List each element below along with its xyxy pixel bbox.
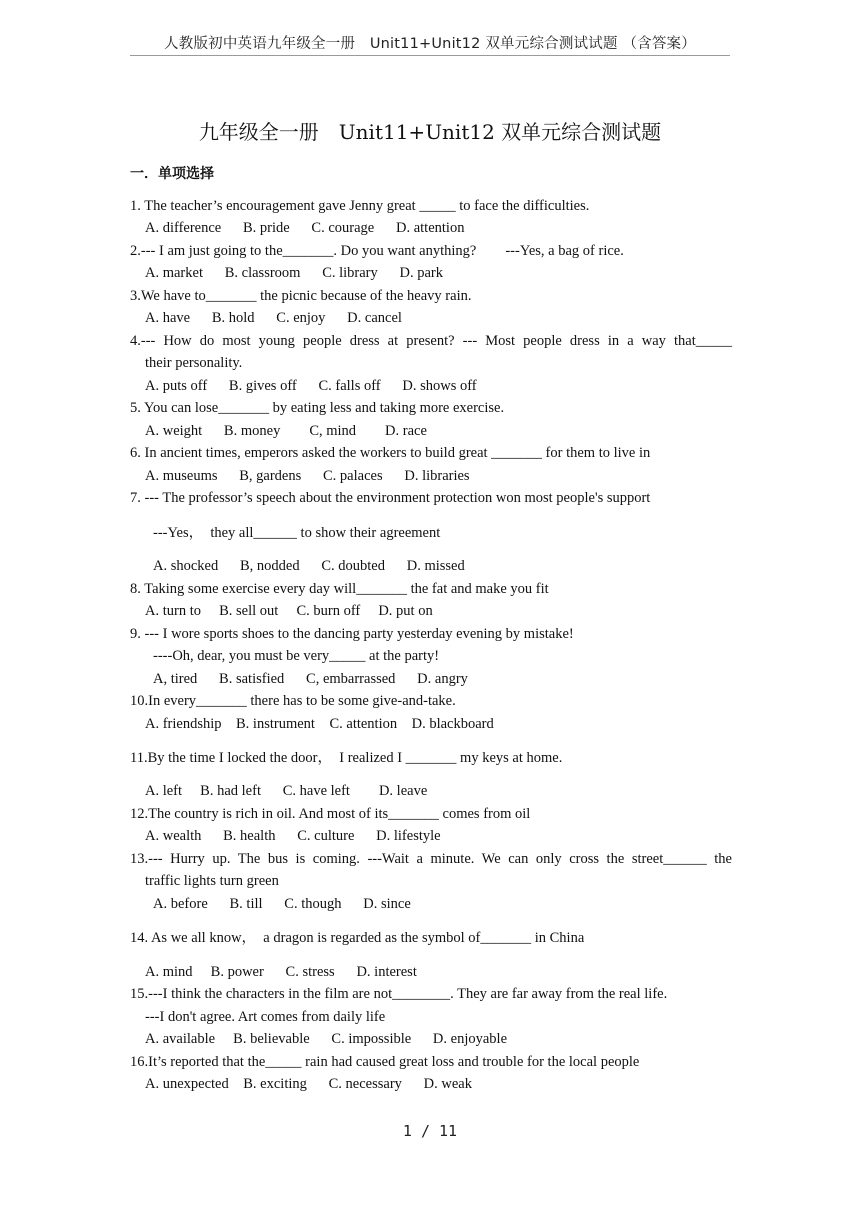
question-stem-continued: ---Yes， they all______ to show their agreement [153,525,441,541]
question-stem: 6. In ancient times, emperors asked the workers to build great _______ for them to live in [130,445,651,461]
header-divider [130,55,730,56]
page-header: 人教版初中英语九年级全一册 Unit11+Unit12 双单元综合测试试题 （含答案） [164,36,696,52]
question-stem: 15.---I think the characters in the film are not________. They are far away from the real life. [130,986,668,1002]
page-title: 九年级全一册 Unit11+Unit12 双单元综合测试题 [198,120,662,144]
question-stem: 14. As we all know， a dragon is regarded as the symbol of_______ in China [130,930,585,946]
question-options: A. market B. classroom C. library D. park [145,265,444,281]
question-options: A. mind B. power C. stress D. interest [145,964,417,980]
question-stem: 9. --- I wore sports shoes to the dancing party yesterday evening by mistake! [130,626,574,642]
question-stem: 4.--- How do most young people dress at present? --- Most people dress in a way that_____ [130,333,732,349]
question-stem-continued: ---I don't agree. Art comes from daily life [145,1009,386,1025]
question-options: A. have B. hold C. enjoy D. cancel [145,310,402,326]
question-stem-continued: traffic lights turn green [145,873,279,889]
question-options: A. wealth B. health C. culture D. lifestyle [145,828,441,844]
question-options: A. museums B, gardens C. palaces D. libraries [145,468,470,484]
question-stem: 5. You can lose_______ by eating less and taking more exercise. [130,400,505,416]
question-options: A. friendship B. instrument C. attention D. blackboard [145,716,494,732]
question-options: A. weight B. money C, mind D. race [145,423,427,439]
question-stem: 13.--- Hurry up. The bus is coming. ---Wait a minute. We can only cross the street______ the [130,851,732,867]
question-stem: 16.It’s reported that the_____ rain had caused great loss and trouble for the local people [130,1054,640,1070]
question-options: A. puts off B. gives off C. falls off D. shows off [145,378,477,394]
question-stem: 7. --- The professor’s speech about the environment protection won most people's support [130,490,651,506]
question-stem: 1. The teacher’s encouragement gave Jenny great _____ to face the difficulties. [130,198,590,214]
question-options: A, tired B. satisfied C, embarrassed D. angry [153,671,468,687]
question-stem: 8. Taking some exercise every day will_______ the fat and make you fit [130,581,549,597]
page-number: 1 / 11 [402,1122,458,1140]
question-stem: 3.We have to_______ the picnic because of the heavy rain. [130,288,472,304]
question-options: A. shocked B, nodded C. doubted D. missed [153,558,465,574]
question-options: A. turn to B. sell out C. burn off D. put on [145,603,433,619]
question-stem: 12.The country is rich in oil. And most of its_______ comes from oil [130,806,531,822]
section-heading: 一．单项选择 [130,166,214,182]
question-stem-continued: their personality. [145,355,243,371]
question-stem: 11.By the time I locked the door， I realized I _______ my keys at home. [130,750,563,766]
question-options: A. available B. believable C. impossible D. enjoyable [145,1031,508,1047]
question-options: A. unexpected B. exciting C. necessary D. weak [145,1076,472,1092]
question-options: A. difference B. pride C. courage D. attention [145,220,465,236]
question-stem: 2.--- I am just going to the_______. Do you want anything? ---Yes, a bag of rice. [130,243,624,259]
question-options: A. before B. till C. though D. since [153,896,411,912]
question-stem-continued: ----Oh, dear, you must be very_____ at the party! [153,648,440,664]
question-stem: 10.In every_______ there has to be some give-and-take. [130,693,456,709]
question-options: A. left B. had left C. have left D. leave [145,783,428,799]
